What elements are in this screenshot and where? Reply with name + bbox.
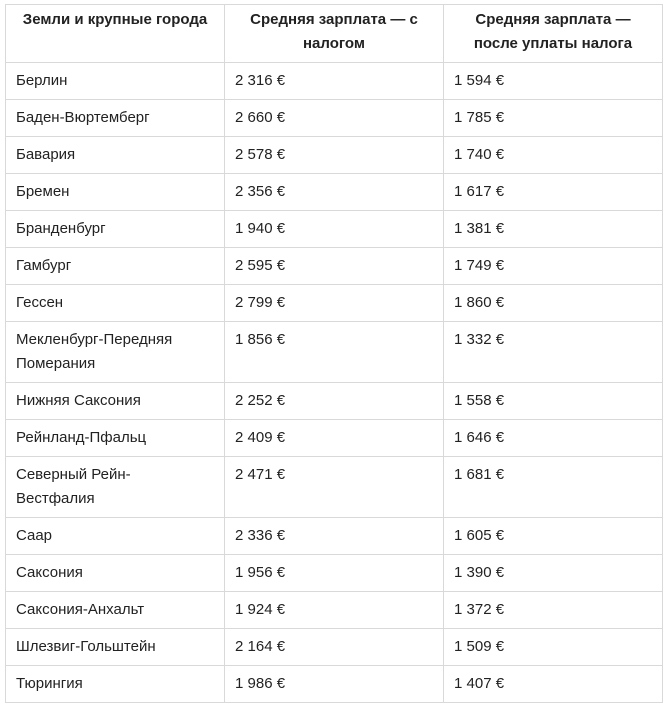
region-cell: Рейнланд-Пфальц [6,420,225,457]
net-salary-cell: 1 605 € [444,518,663,555]
gross-salary-cell: 1 940 € [225,211,444,248]
table-row [6,420,663,457]
table-row [6,666,663,703]
region-cell: Саар [6,518,225,555]
net-salary-cell: 1 332 € [444,322,663,383]
net-salary-cell: 1 390 € [444,555,663,592]
net-salary-cell: 1 749 € [444,248,663,285]
table-row [6,518,663,555]
region-cell: Мекленбург-Передняя Померания [6,322,225,383]
header-row [6,5,663,63]
region-cell: Саксония [6,555,225,592]
gross-salary-cell: 2 471 € [225,457,444,518]
table-row [6,137,663,174]
region-cell: Берлин [6,63,225,100]
region-cell: Гессен [6,285,225,322]
gross-salary-cell: 1 986 € [225,666,444,703]
net-salary-cell: 1 558 € [444,383,663,420]
table-row [6,457,663,518]
net-salary-cell: 1 681 € [444,457,663,518]
region-cell: Тюрингия [6,666,225,703]
table-row [6,100,663,137]
gross-salary-cell: 2 595 € [225,248,444,285]
header-region: Земли и крупные города [6,5,225,63]
gross-salary-cell: 2 660 € [225,100,444,137]
gross-salary-cell: 2 409 € [225,420,444,457]
net-salary-cell: 1 407 € [444,666,663,703]
gross-salary-cell: 2 336 € [225,518,444,555]
region-cell: Саксония-Анхальт [6,592,225,629]
gross-salary-cell: 1 856 € [225,322,444,383]
gross-salary-cell: 1 924 € [225,592,444,629]
region-cell: Бранденбург [6,211,225,248]
table-row [6,592,663,629]
region-cell: Бремен [6,174,225,211]
gross-salary-cell: 1 956 € [225,555,444,592]
region-cell: Гамбург [6,248,225,285]
gross-salary-cell: 2 578 € [225,137,444,174]
gross-salary-cell: 2 252 € [225,383,444,420]
salary-table [5,4,663,703]
net-salary-cell: 1 594 € [444,63,663,100]
gross-salary-cell: 2 316 € [225,63,444,100]
net-salary-cell: 1 372 € [444,592,663,629]
table-row [6,629,663,666]
region-cell: Нижняя Саксония [6,383,225,420]
table-row [6,63,663,100]
net-salary-cell: 1 785 € [444,100,663,137]
gross-salary-cell: 2 164 € [225,629,444,666]
net-salary-cell: 1 860 € [444,285,663,322]
net-salary-cell: 1 617 € [444,174,663,211]
gross-salary-cell: 2 799 € [225,285,444,322]
net-salary-cell: 1 381 € [444,211,663,248]
region-cell: Баден-Вюртемберг [6,100,225,137]
table-row [6,285,663,322]
gross-salary-cell: 2 356 € [225,174,444,211]
table-row [6,211,663,248]
region-cell: Шлезвиг-Гольштейн [6,629,225,666]
table-row [6,174,663,211]
net-salary-cell: 1 646 € [444,420,663,457]
table-row [6,383,663,420]
table-row [6,322,663,383]
header-net-salary: Средняя зарплата — после уплаты налога [444,5,663,63]
region-cell: Северный Рейн-Вестфалия [6,457,225,518]
table-row [6,248,663,285]
net-salary-cell: 1 740 € [444,137,663,174]
net-salary-cell: 1 509 € [444,629,663,666]
region-cell: Бавария [6,137,225,174]
header-gross-salary: Средняя зарплата — с налогом [225,5,444,63]
table-row [6,555,663,592]
